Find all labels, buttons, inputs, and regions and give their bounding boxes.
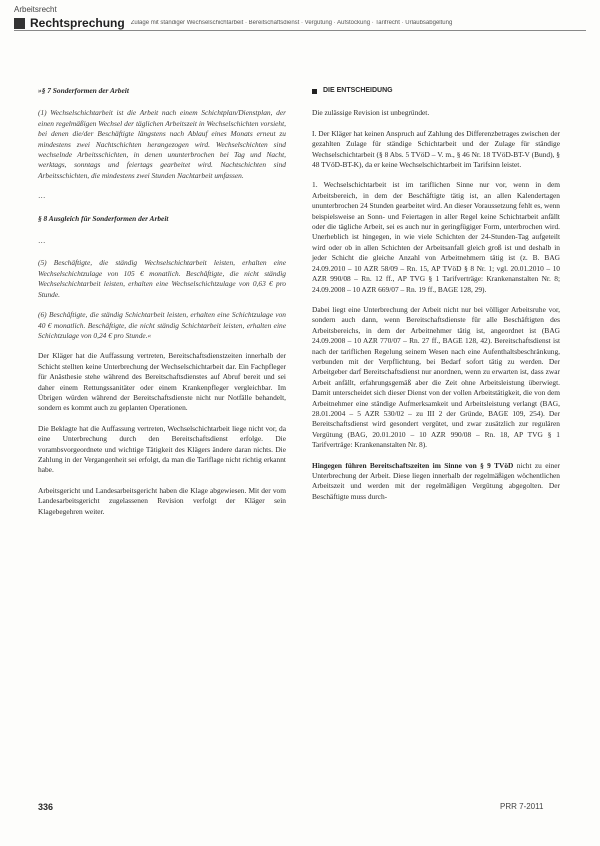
section-heading-text: DIE ENTSCHEIDUNG	[323, 87, 393, 94]
left-column	[38, 86, 286, 527]
body-paragraph: Arbeitsgericht und Landesarbeitsgericht haben die Klage abgewiesen. Mit der vom Landesarbeitsgericht zugelassenen Revision verfolgt der Kläger sein Klagebegehren weiter.	[38, 485, 286, 516]
section-square-icon	[312, 89, 317, 94]
quote-paragraph: (5) Beschäftigte, die ständig Wechselschichtarbeit leisten, erhalten eine Wechselschichtzulage von 105 € monatlich. Beschäftigte, die nicht ständig Wechselschichtarbeit leisten, erhalten eine Wechselschichtzulage von 0,63 € pro Stunde.	[38, 258, 286, 299]
quote-heading: § 8 Ausgleich für Sonderformen der Arbeit	[38, 213, 169, 223]
journal-issue: PRR 7-2011	[500, 802, 544, 811]
header-square-icon	[14, 18, 25, 29]
header-topics: Zulage mit ständiger Wechselschichtarbeit · Bereitschaftsdienst · Vergütung · Aufstockung · Tarifrecht · Urlaubsabgeltung	[130, 20, 453, 26]
body-paragraph: Dabei liegt eine Unterbrechung der Arbeit nicht nur bei völliger Arbeitsruhe vor, sondern auch dann, wenn Bereitschaftsdienste für alle Beschäftigten des Arbeitsbereichs, in dem der Arbeitnehmer tätig ist, angeordnet ist (BAG 24.09.2008 – 10 AZR 770/07 – Rn. 27 ff., BAGE 128, 42). Bereitschaftsdienst ist nach der tariflichen Regelung seinem Wesen nach eine Aufenthaltsbeschränkung, verbunden mit der Verpflichtung, bei Bedarf sofort tätig zu werden. Der Arbeitgeber darf Bereitschaftsdienst nur anordnen, wenn zu erwarten ist, dass zwar Arbeit anfällt, erfahrungsgemäß aber die Zeit ohne Arbeitsleistung überwiegt. Damit unterscheidet sich dieser Dienst von der vollen Arbeitstätigkeit, die von dem Arbeitnehmer eine ständige Aufmerksamkeit und Arbeitsleistung verlangt (BAG, 28.01.2004 – 5 AZR 530/02 – zu III 2 der Gründe, BAGE 109, 254). Der Bereitschaftsdienst wird gesondert vergütet, und zwar zusätzlich zur regulären Vergütung (BAG, 20.01.2010 – 10 AZR 990/08 – Rn. 18, AP TVG § 1 Tarifverträge: Krankenanstalten Nr. 8).	[312, 304, 560, 450]
body-paragraph: Der Kläger hat die Auffassung vertreten, Bereitschaftsdienstzeiten innerhalb der Schicht stellten keine Unterbrechung der Wechselschichtarbeit dar. Ein Fachpfleger für Anästhesie stehe während des Bereitschaftsdienstes auf Abruf bereit und sei daher einem Rettungssanitäter oder einem Krankenpfleger vergleichbar. Im Übrigen würden während der Bereitschaftsdienste nicht nur Notfälle behandelt, sondern es kommt auch zu geplanten Operationen.	[38, 351, 286, 413]
right-column	[312, 86, 560, 512]
ellipsis: …	[38, 191, 46, 201]
section-heading	[312, 86, 560, 96]
body-paragraph: I. Der Kläger hat keinen Anspruch auf Zahlung des Differenzbetrages zwischen der gezahlten Zulage für ständige Schichtarbeit und der Zulage für ständige Wechselschichtarbeit (§ 8 Abs. 5 TVöD – V. m., § 46 Nr. 18 TVöD-BT-V (Bund), § 48 TVöD-BT-K), da er keine Wechselschichtarbeit im Tarifsinn leistet.	[312, 128, 560, 170]
bold-phrase: Hingegen führen Bereitschaftszeiten im Sinne von § 9 TVöD	[312, 460, 514, 470]
body-paragraph: Die zulässige Revision ist unbegründet.	[312, 108, 430, 118]
quote-paragraph: (1) Wechselschichtarbeit ist die Arbeit nach einem Schichtplan/Dienstplan, der einen regelmäßigen Wechsel der täglichen Arbeitszeit in Wechselschichten vorsieht, bei denen die/der Beschäftigte längstens nach Ablauf eines Monats erneut zu mindestens zwei Nachtschichten herangezogen wird. Wechselschichten sind wechselnde Arbeitsschichten, in denen ununterbrochen bei Tag und Nacht, werktags, sonntags und feiertags gearbeitet wird. Nachtschichten sind Arbeitsschichten, die mindestens zwei Stunden Nachtarbeit umfassen.	[38, 108, 286, 180]
page-header	[14, 16, 586, 31]
body-paragraph	[312, 461, 560, 503]
body-paragraph: 1. Wechselschichtarbeit ist im tariflichen Sinne nur vor, wenn in dem Arbeitsbereich, in dem der Beschäftigte tätig ist, an allen Kalendertagen ununterbrochen 24 Stunden gearbeitet wird. An dieser Voraussetzung fehlt es, wenn beispielsweise an Sonn- und Feiertagen in aller Regel keine Schichtarbeit anfällt oder die tägliche Arbeit, sei es auch nur in geringfügiger Form, unterbrochen wird. Unerheblich ist hingegen, in wie viele Schichten der 24-Stunden-Tag aufgeteilt wird oder ob in allen Schichten der Arbeitsanfall gleich groß ist und deshalb in jeder Schicht die gleiche Anzahl von Arbeitnehmern tätig ist (z. B. BAG 24.09.2010 – 10 AZR 58/09 – Rn. 15, AP TVöD § 8 Nr. 1; vgl. 20.01.2010 – 10 AZR 990/08 – Rn. 12 ff., AP TVG § 1 Tarifverträge: Krankenanstalten Nr. 8; 24.09.2008 – 10 AZR 669/07 – Rn. 19 ff., BAGE 128, 29).	[312, 180, 560, 294]
page-number: 336	[38, 802, 54, 812]
ellipsis: …	[38, 236, 46, 246]
header-title: Rechtsprechung	[30, 16, 125, 30]
quote-paragraph: (6) Beschäftigte, die ständig Schichtarbeit leisten, erhalten eine Schichtzulage von 40 € monatlich. Beschäftigte, die nicht ständig Schichtarbeit leisten, erhalten eine Schichtzulage von 0,24 € pro Stunde.«	[38, 310, 286, 340]
body-paragraph: Die Beklagte hat die Auffassung vertreten, Wechselschichtarbeit liege nicht vor, da eine Unterbrechung durch den Bereitschaftsdienst erfolge. Die vorambsvorgeordnete und wichtige Tätigkeit des Klägers ändere daran nichts. Die Zahlung in der Vergangenheit sei erfolgt, da man die Tariflage nicht richtig erkannt habe.	[38, 423, 286, 475]
section-label: Arbeitsrecht	[14, 5, 57, 14]
quote-heading: »§ 7 Sonderformen der Arbeit	[38, 86, 129, 95]
paragraph-text: nicht zu einer Unterbrechung der Arbeit. Diese liegen innerhalb der regelmäßigen wöchentlichen Arbeitszeit und werden mit der regelmäßigen Vergütung abgegolten. Der Beschäftigte muss durch-	[312, 460, 560, 501]
